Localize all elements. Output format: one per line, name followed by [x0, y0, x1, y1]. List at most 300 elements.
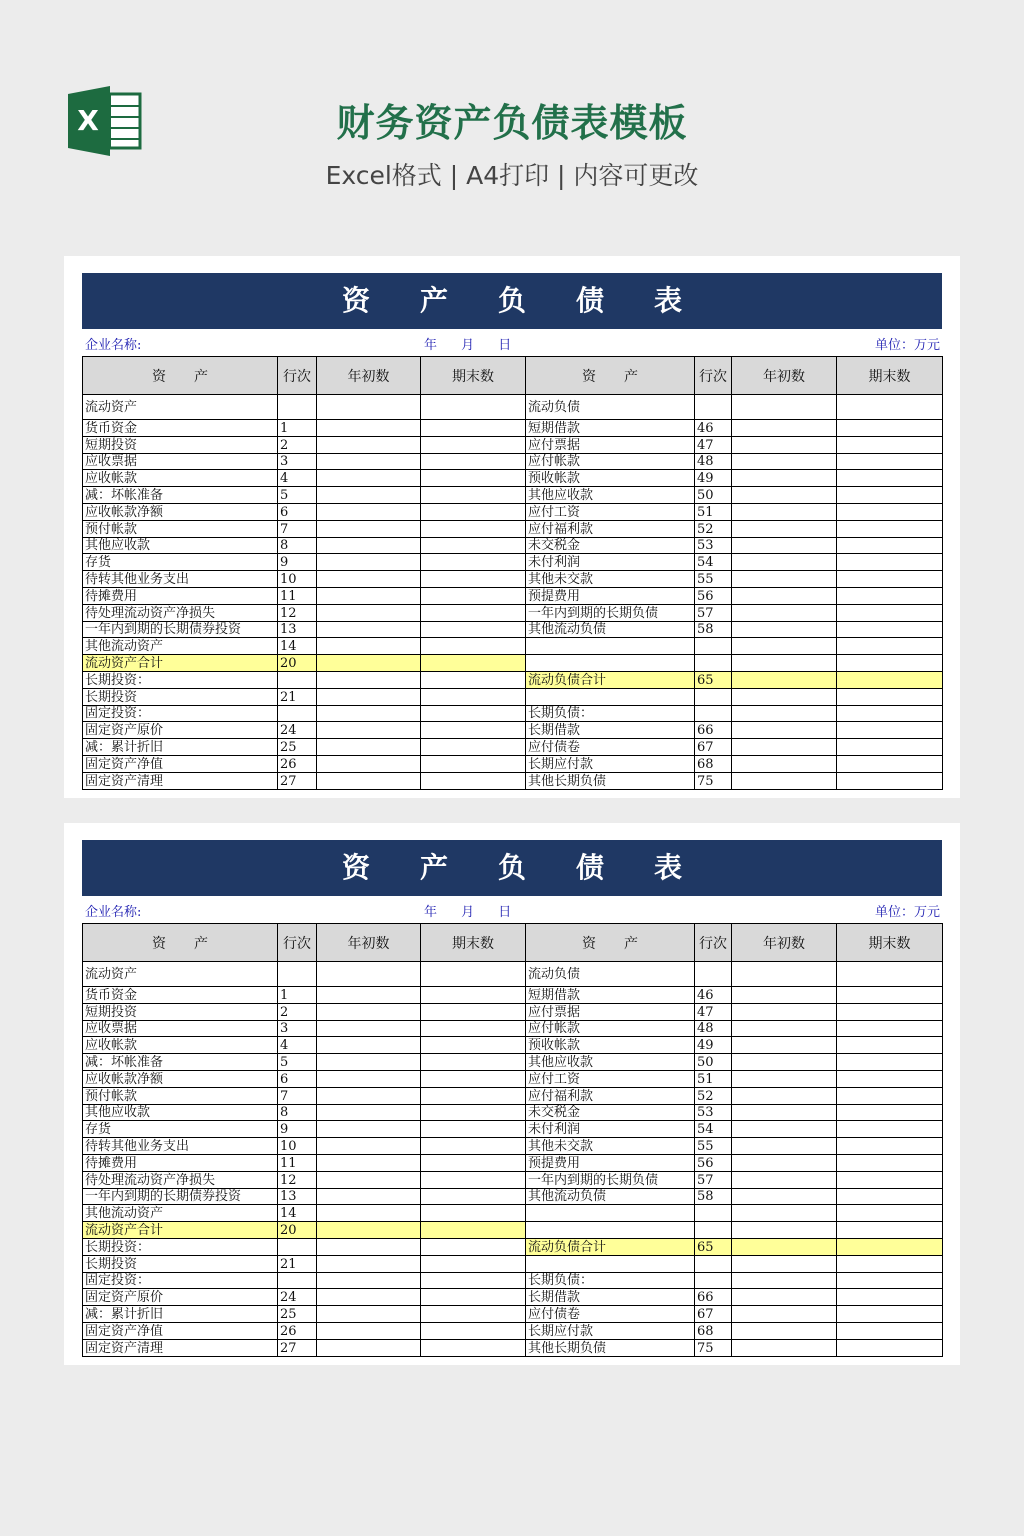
value-cell[interactable]	[421, 453, 526, 470]
item-cell[interactable]: 应收票据	[83, 453, 278, 470]
item-cell[interactable]: 应收帐款净额	[83, 503, 278, 520]
line-number-cell[interactable]: 5	[278, 487, 317, 504]
line-number-cell[interactable]: 2	[278, 1003, 317, 1020]
item-cell[interactable]: 流动负债合计	[526, 1238, 695, 1255]
value-cell[interactable]	[837, 621, 943, 638]
value-cell[interactable]	[421, 571, 526, 588]
value-cell[interactable]	[732, 587, 837, 604]
item-cell[interactable]: 一年内到期的长期债券投资	[83, 621, 278, 638]
line-number-cell[interactable]: 6	[278, 1070, 317, 1087]
item-cell[interactable]: 短期借款	[526, 987, 695, 1004]
value-cell[interactable]	[421, 688, 526, 705]
value-cell[interactable]	[732, 420, 837, 437]
value-cell[interactable]	[837, 655, 943, 672]
value-cell[interactable]	[732, 604, 837, 621]
value-cell[interactable]	[837, 487, 943, 504]
value-cell[interactable]	[317, 470, 421, 487]
value-cell[interactable]	[837, 1255, 943, 1272]
value-cell[interactable]	[837, 722, 943, 739]
value-cell[interactable]	[732, 671, 837, 688]
value-cell[interactable]	[317, 621, 421, 638]
value-cell[interactable]	[837, 420, 943, 437]
value-cell[interactable]	[317, 655, 421, 672]
line-number-cell[interactable]: 27	[278, 1339, 317, 1356]
value-cell[interactable]	[837, 436, 943, 453]
line-number-cell[interactable]: 53	[695, 537, 732, 554]
item-cell[interactable]: 一年内到期的长期债券投资	[83, 1188, 278, 1205]
value-cell[interactable]	[421, 420, 526, 437]
value-cell[interactable]	[837, 987, 943, 1004]
item-cell[interactable]: 长期应付款	[526, 1322, 695, 1339]
line-number-cell[interactable]	[695, 962, 732, 987]
item-cell[interactable]	[526, 655, 695, 672]
value-cell[interactable]	[837, 705, 943, 722]
line-number-cell[interactable]: 7	[278, 1087, 317, 1104]
line-number-cell[interactable]: 24	[278, 722, 317, 739]
item-cell[interactable]: 流动资产	[83, 395, 278, 420]
item-cell[interactable]	[526, 688, 695, 705]
line-number-cell[interactable]: 27	[278, 772, 317, 789]
value-cell[interactable]	[732, 1070, 837, 1087]
value-cell[interactable]	[317, 453, 421, 470]
value-cell[interactable]	[837, 1339, 943, 1356]
line-number-cell[interactable]: 52	[695, 520, 732, 537]
line-number-cell[interactable]: 75	[695, 772, 732, 789]
value-cell[interactable]	[421, 755, 526, 772]
value-cell[interactable]	[732, 772, 837, 789]
value-cell[interactable]	[732, 1188, 837, 1205]
value-cell[interactable]	[421, 621, 526, 638]
value-cell[interactable]	[317, 1003, 421, 1020]
item-cell[interactable]: 一年内到期的长期负债	[526, 1171, 695, 1188]
value-cell[interactable]	[421, 1037, 526, 1054]
value-cell[interactable]	[421, 1087, 526, 1104]
line-number-cell[interactable]: 6	[278, 503, 317, 520]
line-number-cell[interactable]	[278, 671, 317, 688]
line-number-cell[interactable]: 10	[278, 1138, 317, 1155]
item-cell[interactable]: 应付债卷	[526, 739, 695, 756]
value-cell[interactable]	[732, 705, 837, 722]
item-cell[interactable]: 固定投资：	[83, 705, 278, 722]
value-cell[interactable]	[732, 1104, 837, 1121]
item-cell[interactable]: 其他流动资产	[83, 1205, 278, 1222]
item-cell[interactable]	[526, 1205, 695, 1222]
item-cell[interactable]: 货币资金	[83, 987, 278, 1004]
line-number-cell[interactable]	[278, 1238, 317, 1255]
value-cell[interactable]	[732, 1087, 837, 1104]
value-cell[interactable]	[317, 1121, 421, 1138]
item-cell[interactable]: 未交税金	[526, 537, 695, 554]
item-cell[interactable]: 应付债卷	[526, 1306, 695, 1323]
item-cell[interactable]: 其他未交款	[526, 1138, 695, 1155]
line-number-cell[interactable]: 21	[278, 688, 317, 705]
item-cell[interactable]: 固定资产净值	[83, 1322, 278, 1339]
value-cell[interactable]	[837, 1306, 943, 1323]
value-cell[interactable]	[837, 1037, 943, 1054]
item-cell[interactable]: 预付帐款	[83, 1087, 278, 1104]
item-cell[interactable]	[526, 638, 695, 655]
line-number-cell[interactable]: 65	[695, 671, 732, 688]
value-cell[interactable]	[421, 987, 526, 1004]
line-number-cell[interactable]: 67	[695, 739, 732, 756]
value-cell[interactable]	[317, 638, 421, 655]
item-cell[interactable]: 短期投资	[83, 436, 278, 453]
value-cell[interactable]	[421, 554, 526, 571]
value-cell[interactable]	[317, 395, 421, 420]
value-cell[interactable]	[317, 1188, 421, 1205]
value-cell[interactable]	[421, 487, 526, 504]
value-cell[interactable]	[837, 1138, 943, 1155]
value-cell[interactable]	[732, 537, 837, 554]
value-cell[interactable]	[421, 1255, 526, 1272]
line-number-cell[interactable]: 68	[695, 1322, 732, 1339]
value-cell[interactable]	[837, 453, 943, 470]
line-number-cell[interactable]: 51	[695, 503, 732, 520]
value-cell[interactable]	[317, 420, 421, 437]
line-number-cell[interactable]: 13	[278, 1188, 317, 1205]
value-cell[interactable]	[317, 1306, 421, 1323]
value-cell[interactable]	[732, 503, 837, 520]
value-cell[interactable]	[837, 1104, 943, 1121]
item-cell[interactable]: 固定资产原价	[83, 722, 278, 739]
value-cell[interactable]	[732, 1037, 837, 1054]
value-cell[interactable]	[317, 705, 421, 722]
item-cell[interactable]: 长期借款	[526, 1289, 695, 1306]
value-cell[interactable]	[837, 1087, 943, 1104]
value-cell[interactable]	[732, 1154, 837, 1171]
value-cell[interactable]	[732, 1306, 837, 1323]
value-cell[interactable]	[837, 1289, 943, 1306]
line-number-cell[interactable]	[695, 1272, 732, 1289]
value-cell[interactable]	[421, 1104, 526, 1121]
value-cell[interactable]	[421, 503, 526, 520]
item-cell[interactable]: 其他流动负债	[526, 621, 695, 638]
item-cell[interactable]: 应收帐款净额	[83, 1070, 278, 1087]
value-cell[interactable]	[317, 1238, 421, 1255]
value-cell[interactable]	[317, 1322, 421, 1339]
value-cell[interactable]	[732, 1003, 837, 1020]
item-cell[interactable]: 应付福利款	[526, 1087, 695, 1104]
line-number-cell[interactable]: 10	[278, 571, 317, 588]
item-cell[interactable]: 长期投资：	[83, 671, 278, 688]
value-cell[interactable]	[421, 739, 526, 756]
item-cell[interactable]: 一年内到期的长期负债	[526, 604, 695, 621]
value-cell[interactable]	[837, 604, 943, 621]
value-cell[interactable]	[732, 1272, 837, 1289]
line-number-cell[interactable]: 25	[278, 739, 317, 756]
value-cell[interactable]	[421, 655, 526, 672]
value-cell[interactable]	[837, 1003, 943, 1020]
line-number-cell[interactable]	[278, 705, 317, 722]
item-cell[interactable]: 待转其他业务支出	[83, 1138, 278, 1155]
value-cell[interactable]	[317, 436, 421, 453]
value-cell[interactable]	[317, 772, 421, 789]
value-cell[interactable]	[837, 395, 943, 420]
item-cell[interactable]: 预付帐款	[83, 520, 278, 537]
value-cell[interactable]	[837, 638, 943, 655]
line-number-cell[interactable]: 11	[278, 1154, 317, 1171]
line-number-cell[interactable]: 9	[278, 1121, 317, 1138]
line-number-cell[interactable]: 14	[278, 1205, 317, 1222]
line-number-cell[interactable]: 14	[278, 638, 317, 655]
line-number-cell[interactable]: 12	[278, 1171, 317, 1188]
value-cell[interactable]	[317, 1289, 421, 1306]
value-cell[interactable]	[317, 1171, 421, 1188]
value-cell[interactable]	[837, 1272, 943, 1289]
line-number-cell[interactable]: 24	[278, 1289, 317, 1306]
item-cell[interactable]: 其他长期负债	[526, 1339, 695, 1356]
line-number-cell[interactable]: 20	[278, 1222, 317, 1239]
line-number-cell[interactable]: 58	[695, 621, 732, 638]
line-number-cell[interactable]: 67	[695, 1306, 732, 1323]
line-number-cell[interactable]: 4	[278, 470, 317, 487]
line-number-cell[interactable]: 55	[695, 1138, 732, 1155]
line-number-cell[interactable]	[278, 1272, 317, 1289]
value-cell[interactable]	[837, 470, 943, 487]
item-cell[interactable]: 其他流动资产	[83, 638, 278, 655]
value-cell[interactable]	[837, 520, 943, 537]
item-cell[interactable]: 流动资产	[83, 962, 278, 987]
line-number-cell[interactable]	[695, 395, 732, 420]
item-cell[interactable]: 应付工资	[526, 1070, 695, 1087]
value-cell[interactable]	[732, 1289, 837, 1306]
line-number-cell[interactable]	[278, 962, 317, 987]
value-cell[interactable]	[732, 688, 837, 705]
line-number-cell[interactable]: 47	[695, 436, 732, 453]
value-cell[interactable]	[317, 503, 421, 520]
item-cell[interactable]: 其他应收款	[83, 1104, 278, 1121]
item-cell[interactable]: 待处理流动资产净损失	[83, 604, 278, 621]
line-number-cell[interactable]: 8	[278, 537, 317, 554]
item-cell[interactable]: 预提费用	[526, 1154, 695, 1171]
line-number-cell[interactable]	[695, 1205, 732, 1222]
value-cell[interactable]	[421, 1222, 526, 1239]
value-cell[interactable]	[317, 1154, 421, 1171]
line-number-cell[interactable]	[695, 655, 732, 672]
item-cell[interactable]: 短期借款	[526, 420, 695, 437]
item-cell[interactable]: 固定资产原价	[83, 1289, 278, 1306]
item-cell[interactable]: 长期借款	[526, 722, 695, 739]
value-cell[interactable]	[421, 587, 526, 604]
value-cell[interactable]	[421, 1054, 526, 1071]
line-number-cell[interactable]: 1	[278, 420, 317, 437]
value-cell[interactable]	[317, 1205, 421, 1222]
item-cell[interactable]: 长期投资：	[83, 1238, 278, 1255]
line-number-cell[interactable]: 52	[695, 1087, 732, 1104]
item-cell[interactable]: 待处理流动资产净损失	[83, 1171, 278, 1188]
item-cell[interactable]	[526, 1222, 695, 1239]
item-cell[interactable]: 应付票据	[526, 436, 695, 453]
value-cell[interactable]	[421, 772, 526, 789]
value-cell[interactable]	[732, 1222, 837, 1239]
line-number-cell[interactable]: 3	[278, 453, 317, 470]
value-cell[interactable]	[732, 1255, 837, 1272]
item-cell[interactable]: 长期负债：	[526, 1272, 695, 1289]
item-cell[interactable]: 减：坏帐准备	[83, 487, 278, 504]
item-cell[interactable]: 待转其他业务支出	[83, 571, 278, 588]
item-cell[interactable]: 减：累计折旧	[83, 739, 278, 756]
value-cell[interactable]	[837, 1171, 943, 1188]
value-cell[interactable]	[732, 1054, 837, 1071]
value-cell[interactable]	[317, 554, 421, 571]
value-cell[interactable]	[421, 520, 526, 537]
item-cell[interactable]: 应付福利款	[526, 520, 695, 537]
value-cell[interactable]	[421, 705, 526, 722]
item-cell[interactable]: 预提费用	[526, 587, 695, 604]
value-cell[interactable]	[837, 1188, 943, 1205]
line-number-cell[interactable]: 66	[695, 722, 732, 739]
value-cell[interactable]	[421, 1306, 526, 1323]
line-number-cell[interactable]: 46	[695, 987, 732, 1004]
item-cell[interactable]: 存货	[83, 1121, 278, 1138]
value-cell[interactable]	[732, 962, 837, 987]
line-number-cell[interactable]: 56	[695, 587, 732, 604]
value-cell[interactable]	[837, 772, 943, 789]
line-number-cell[interactable]: 49	[695, 1037, 732, 1054]
value-cell[interactable]	[317, 722, 421, 739]
value-cell[interactable]	[837, 537, 943, 554]
item-cell[interactable]: 应收帐款	[83, 470, 278, 487]
value-cell[interactable]	[317, 671, 421, 688]
value-cell[interactable]	[732, 487, 837, 504]
value-cell[interactable]	[732, 1339, 837, 1356]
value-cell[interactable]	[421, 1205, 526, 1222]
line-number-cell[interactable]: 65	[695, 1238, 732, 1255]
item-cell[interactable]: 存货	[83, 554, 278, 571]
value-cell[interactable]	[837, 739, 943, 756]
value-cell[interactable]	[317, 1255, 421, 1272]
item-cell[interactable]: 流动资产合计	[83, 655, 278, 672]
item-cell[interactable]: 应收票据	[83, 1020, 278, 1037]
line-number-cell[interactable]: 54	[695, 554, 732, 571]
value-cell[interactable]	[837, 1222, 943, 1239]
value-cell[interactable]	[421, 722, 526, 739]
value-cell[interactable]	[837, 1054, 943, 1071]
value-cell[interactable]	[421, 638, 526, 655]
value-cell[interactable]	[421, 1121, 526, 1138]
value-cell[interactable]	[317, 1087, 421, 1104]
value-cell[interactable]	[421, 1020, 526, 1037]
line-number-cell[interactable]: 21	[278, 1255, 317, 1272]
value-cell[interactable]	[732, 1171, 837, 1188]
item-cell[interactable]: 流动负债合计	[526, 671, 695, 688]
value-cell[interactable]	[732, 1238, 837, 1255]
value-cell[interactable]	[837, 962, 943, 987]
value-cell[interactable]	[837, 755, 943, 772]
value-cell[interactable]	[837, 671, 943, 688]
value-cell[interactable]	[317, 587, 421, 604]
line-number-cell[interactable]: 47	[695, 1003, 732, 1020]
value-cell[interactable]	[317, 537, 421, 554]
value-cell[interactable]	[732, 571, 837, 588]
item-cell[interactable]: 应付帐款	[526, 453, 695, 470]
item-cell[interactable]	[526, 1255, 695, 1272]
value-cell[interactable]	[732, 638, 837, 655]
value-cell[interactable]	[421, 436, 526, 453]
item-cell[interactable]: 预收帐款	[526, 470, 695, 487]
value-cell[interactable]	[317, 755, 421, 772]
line-number-cell[interactable]: 5	[278, 1054, 317, 1071]
value-cell[interactable]	[732, 520, 837, 537]
line-number-cell[interactable]: 26	[278, 1322, 317, 1339]
line-number-cell[interactable]	[695, 638, 732, 655]
line-number-cell[interactable]: 55	[695, 571, 732, 588]
value-cell[interactable]	[732, 470, 837, 487]
line-number-cell[interactable]	[278, 395, 317, 420]
value-cell[interactable]	[317, 739, 421, 756]
value-cell[interactable]	[837, 1154, 943, 1171]
value-cell[interactable]	[421, 1003, 526, 1020]
item-cell[interactable]: 固定资产清理	[83, 772, 278, 789]
value-cell[interactable]	[837, 1238, 943, 1255]
item-cell[interactable]: 减：坏帐准备	[83, 1054, 278, 1071]
item-cell[interactable]: 应付票据	[526, 1003, 695, 1020]
value-cell[interactable]	[732, 739, 837, 756]
value-cell[interactable]	[732, 1121, 837, 1138]
item-cell[interactable]: 其他流动负债	[526, 1188, 695, 1205]
line-number-cell[interactable]: 25	[278, 1306, 317, 1323]
line-number-cell[interactable]: 26	[278, 755, 317, 772]
item-cell[interactable]: 预收帐款	[526, 1037, 695, 1054]
line-number-cell[interactable]: 51	[695, 1070, 732, 1087]
item-cell[interactable]: 应付工资	[526, 503, 695, 520]
line-number-cell[interactable]	[695, 688, 732, 705]
value-cell[interactable]	[421, 962, 526, 987]
item-cell[interactable]: 未付利润	[526, 1121, 695, 1138]
value-cell[interactable]	[732, 655, 837, 672]
value-cell[interactable]	[317, 987, 421, 1004]
value-cell[interactable]	[317, 1222, 421, 1239]
line-number-cell[interactable]: 13	[278, 621, 317, 638]
value-cell[interactable]	[837, 1205, 943, 1222]
value-cell[interactable]	[421, 604, 526, 621]
value-cell[interactable]	[317, 1138, 421, 1155]
value-cell[interactable]	[317, 1104, 421, 1121]
value-cell[interactable]	[732, 722, 837, 739]
line-number-cell[interactable]: 66	[695, 1289, 732, 1306]
value-cell[interactable]	[317, 604, 421, 621]
line-number-cell[interactable]: 75	[695, 1339, 732, 1356]
line-number-cell[interactable]: 58	[695, 1188, 732, 1205]
item-cell[interactable]: 其他未交款	[526, 571, 695, 588]
value-cell[interactable]	[421, 1070, 526, 1087]
item-cell[interactable]: 待摊费用	[83, 587, 278, 604]
value-cell[interactable]	[317, 1070, 421, 1087]
line-number-cell[interactable]: 56	[695, 1154, 732, 1171]
value-cell[interactable]	[837, 1322, 943, 1339]
value-cell[interactable]	[421, 1171, 526, 1188]
value-cell[interactable]	[317, 487, 421, 504]
value-cell[interactable]	[732, 1322, 837, 1339]
value-cell[interactable]	[317, 1272, 421, 1289]
value-cell[interactable]	[837, 1070, 943, 1087]
value-cell[interactable]	[421, 1238, 526, 1255]
value-cell[interactable]	[732, 436, 837, 453]
item-cell[interactable]: 长期投资	[83, 1255, 278, 1272]
value-cell[interactable]	[837, 1121, 943, 1138]
value-cell[interactable]	[317, 688, 421, 705]
value-cell[interactable]	[421, 1272, 526, 1289]
line-number-cell[interactable]: 48	[695, 1020, 732, 1037]
value-cell[interactable]	[317, 1020, 421, 1037]
value-cell[interactable]	[837, 1020, 943, 1037]
value-cell[interactable]	[732, 395, 837, 420]
line-number-cell[interactable]: 50	[695, 487, 732, 504]
line-number-cell[interactable]: 54	[695, 1121, 732, 1138]
value-cell[interactable]	[732, 554, 837, 571]
item-cell[interactable]: 长期投资	[83, 688, 278, 705]
item-cell[interactable]: 流动负债	[526, 395, 695, 420]
